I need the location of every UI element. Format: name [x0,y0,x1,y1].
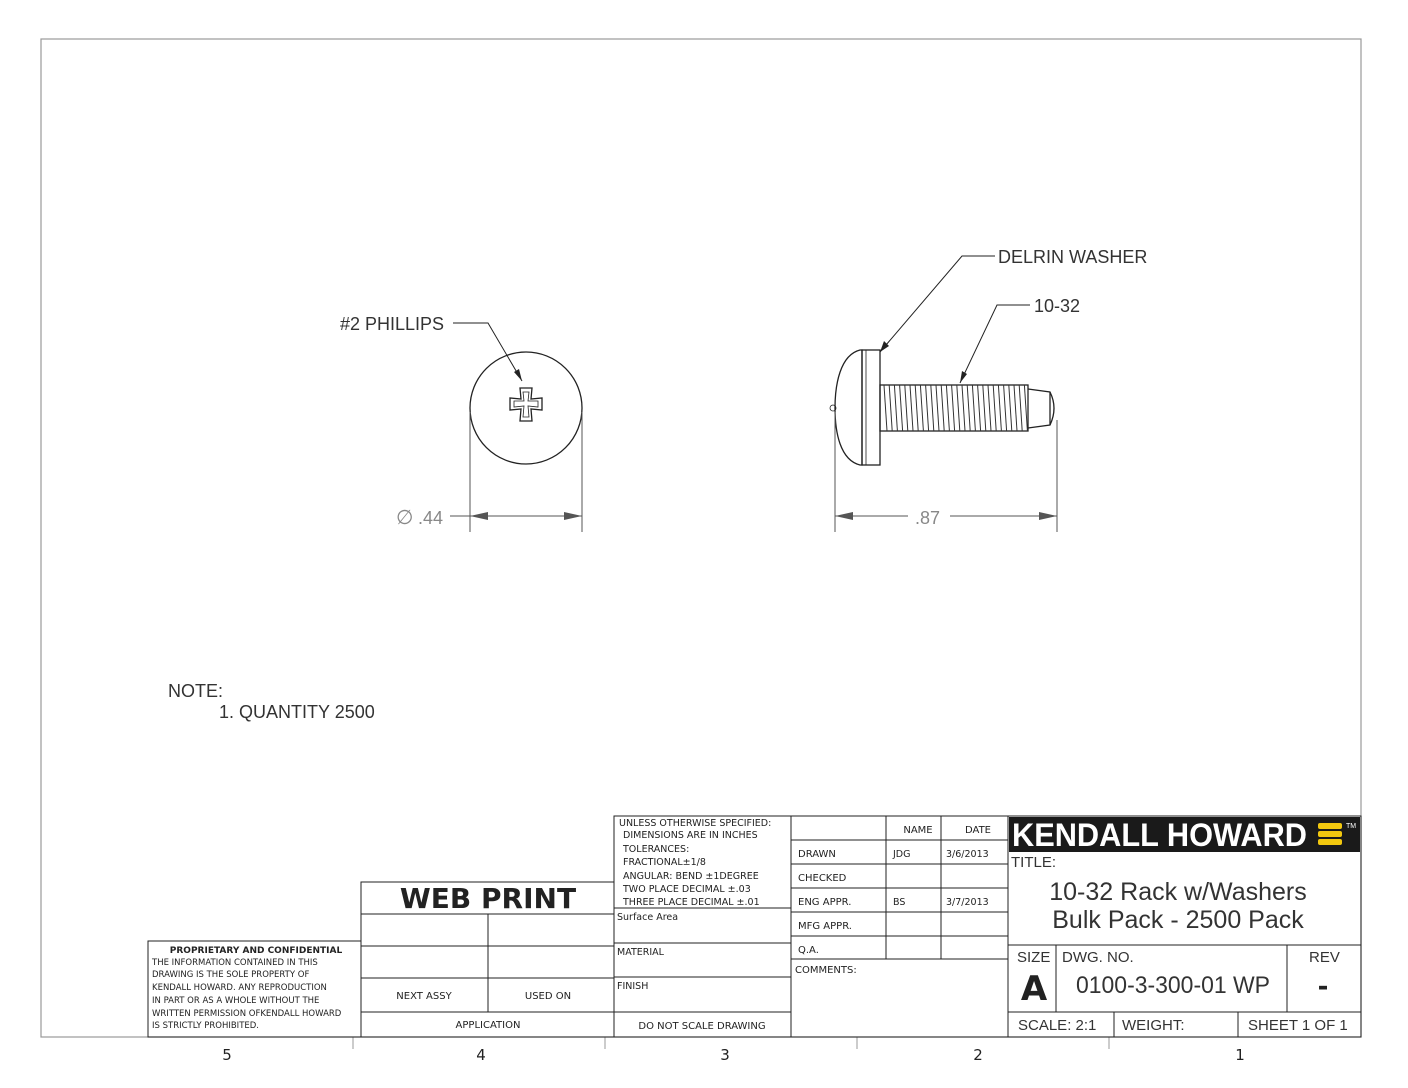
proprietary-line: IS STRICTLY PROHIBITED. [152,1021,260,1031]
phillips-recess-icon [510,388,542,421]
eng-appr-name: BS [893,897,906,908]
proprietary-line: KENDALL HOWARD. ANY REPRODUCTION [152,983,327,993]
trademark: TM [1346,823,1357,830]
zone-label-4: 4 [476,1046,486,1064]
size-label: SIZE [1017,949,1051,966]
finish-label: FINISH [617,981,649,992]
thread-line [972,385,975,431]
thread-line [1004,385,1007,431]
eng-appr-date: 3/7/2013 [946,897,989,908]
thread-line [910,385,913,431]
thread-line [915,385,918,431]
zone-ticks [353,1037,1109,1049]
dwg-no-label: DWG. NO. [1062,949,1134,966]
weight-label: WEIGHT: [1122,1017,1185,1034]
thread-line [894,385,897,431]
tolerance-line: TWO PLACE DECIMAL ±.03 [623,884,751,895]
drawn-label: DRAWN [798,849,836,860]
thread-line [1009,385,1012,431]
length-value: .87 [915,508,941,528]
thread-label: 10-32 [1034,296,1081,316]
comments-label: COMMENTS: [795,965,857,976]
proprietary-line: DRAWING IS THE SOLE PROPERTY OF [152,970,310,980]
thread-line [957,385,960,431]
drawn-name: JDG [893,849,911,860]
drawn-date: 3/6/2013 [946,849,989,860]
zone-label-5: 5 [222,1046,232,1064]
web-print-label: WEB PRINT [399,882,577,915]
thread-line [967,385,970,431]
logo-stripes-icon [1318,823,1342,845]
thread-line [936,385,939,431]
date-header: DATE [964,825,992,836]
rev-value: - [1317,972,1329,1002]
thread-line [946,385,949,431]
material-label: MATERIAL [617,947,664,958]
surface-area-label: Surface Area [617,912,679,923]
delrin-washer-label: DELRIN WASHER [998,247,1148,267]
scale-label: SCALE: 2:1 [1018,1017,1097,1034]
rev-label: REV [1309,949,1340,966]
tolerance-line: ANGULAR: BEND ±1DEGREE [623,871,759,882]
diameter-symbol: ∅ [396,507,414,529]
zone-label-1: 1 [1235,1046,1245,1064]
tolerance-line: FRACTIONAL±1/8 [623,857,706,868]
proprietary-line: IN PART OR AS A WHOLE WITHOUT THE [152,996,320,1006]
diameter-value: .44 [418,508,444,528]
mfg-appr-label: MFG APPR. [798,921,852,932]
name-header: NAME [903,825,933,836]
thread-lines [884,385,1027,431]
thread-line [926,385,929,431]
checked-label: CHECKED [798,873,847,884]
note-heading: NOTE: [168,681,224,701]
thread-line [998,385,1001,431]
thread-line [889,385,892,431]
delrin-leader [880,256,995,352]
thread-line [1024,385,1027,431]
title-line-2: Bulk Pack - 2500 Pack [1052,906,1304,934]
dwg-no-value: 0100-3-300-01 WP [1076,972,1270,999]
eng-appr-label: ENG APPR. [798,897,852,908]
thread-line [962,385,965,431]
diameter-dimension [450,412,582,532]
phillips-leader [453,323,522,381]
tolerance-line: UNLESS OTHERWISE SPECIFIED: [619,818,772,829]
thread-line [988,385,991,431]
proprietary-line: WRITTEN PERMISSION OFKENDALL HOWARD [152,1009,342,1019]
zone-label-2: 2 [973,1046,983,1064]
size-value: A [1020,969,1048,1009]
proprietary-line: THE INFORMATION CONTAINED IN THIS [152,958,318,968]
tolerance-line: DIMENSIONS ARE IN INCHES [623,830,758,841]
proprietary-heading: PROPRIETARY AND CONFIDENTIAL [169,946,343,956]
thread-line [983,385,986,431]
thread-line [952,385,955,431]
tolerance-line: TOLERANCES: [623,844,690,855]
thread-line [900,385,903,431]
qa-label: Q.A. [798,945,819,956]
phillips-label: #2 PHILLIPS [340,314,445,334]
used-on-label: USED ON [524,991,572,1002]
tolerance-line: THREE PLACE DECIMAL ±.01 [623,897,760,908]
thread-line [993,385,996,431]
sheet-label: SHEET 1 OF 1 [1248,1017,1348,1034]
thread-line [884,385,887,431]
thread-line [931,385,934,431]
length-dimension [835,412,1057,532]
zone-label-3: 3 [720,1046,730,1064]
next-assy-label: NEXT ASSY [396,991,452,1002]
thread-line [920,385,923,431]
note-item-1: 1. QUANTITY 2500 [219,702,375,722]
thread-line [1019,385,1022,431]
screw-head-view [470,352,582,464]
thread-leader [960,305,1030,383]
do-not-scale-label: DO NOT SCALE DRAWING [638,1021,766,1032]
company-name: KENDALL HOWARD [1012,817,1307,853]
title-line-1: 10-32 Rack w/Washers [1049,878,1307,906]
thread-line [905,385,908,431]
application-label: APPLICATION [455,1020,521,1031]
screw-head-circle [470,352,582,464]
thread-line [978,385,981,431]
thread-line [941,385,944,431]
title-label: TITLE: [1011,854,1057,871]
thread-line [1014,385,1017,431]
